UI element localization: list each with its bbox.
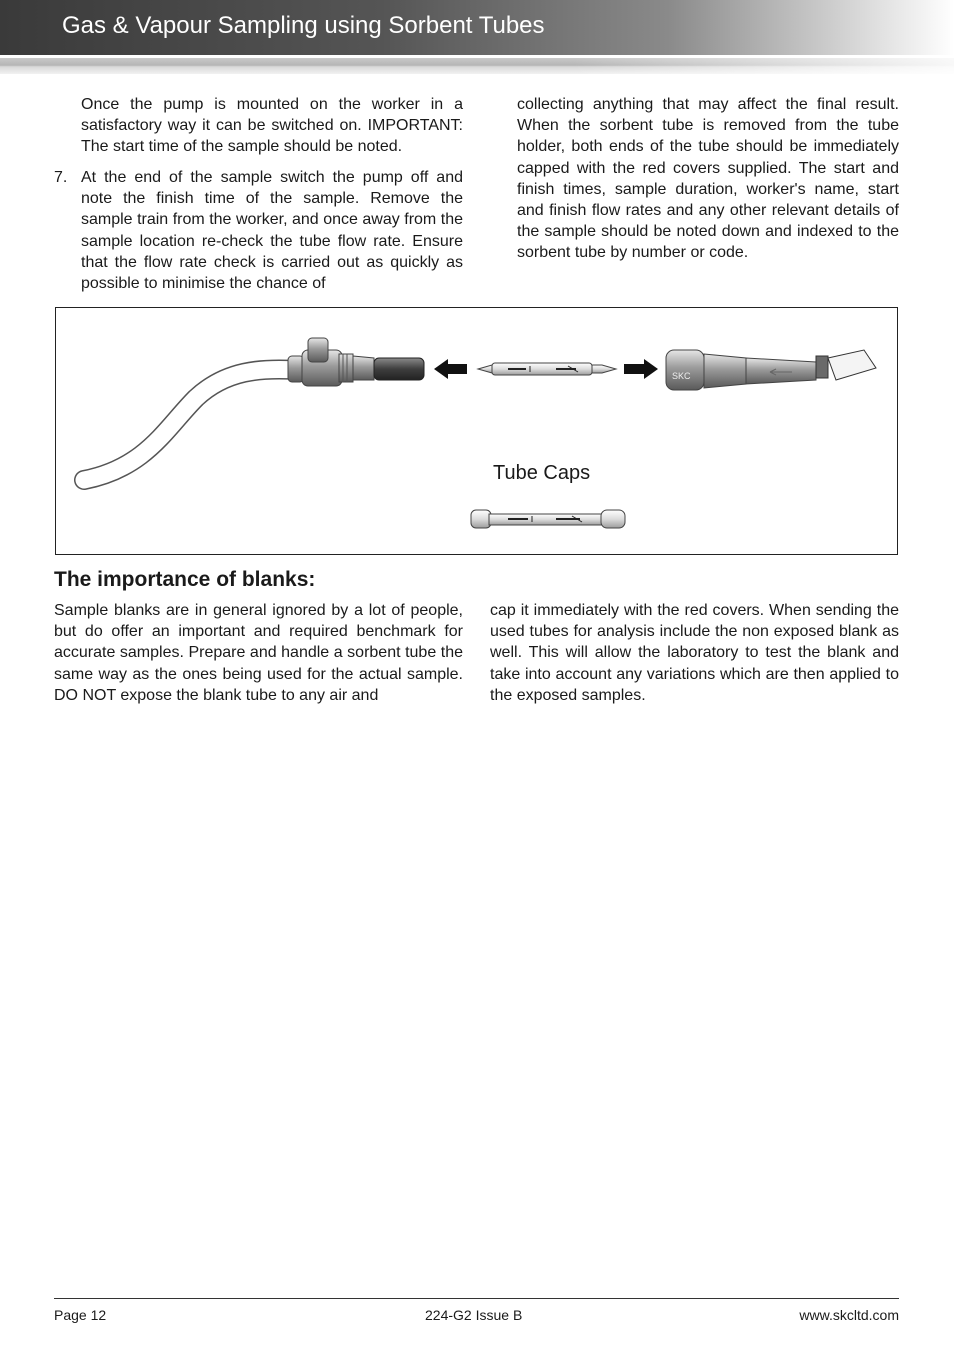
sample-train-figure (55, 307, 898, 555)
header-rule (0, 58, 954, 74)
document-issue: 224-G2 Issue B (425, 1307, 523, 1323)
pump-connector (288, 338, 424, 386)
blanks-heading: The importance of blanks: (54, 568, 316, 591)
footer-rule (54, 1298, 899, 1299)
header-bar (0, 0, 954, 55)
sample-train-illustration (56, 308, 899, 556)
step-7 (54, 167, 463, 294)
tube-caps-caption: Tube Caps (493, 462, 591, 484)
website-link[interactable]: www.skcltd.com (799, 1307, 899, 1323)
blanks-text-left: Sample blanks are in general ignored by a lot of people, but do offer an important and required benchmark for accurate samples. Prepare and handle a sorbent tube the same way as the ones being used for the actual sample. DO NOT expose the blank tube to any air and (54, 602, 463, 704)
sorbent-tube (478, 363, 616, 375)
page-number: Page 12 (54, 1307, 107, 1323)
holder-brand-mark: SKC (672, 371, 691, 381)
step-number: 7. (54, 169, 68, 186)
arrow-right-icon (624, 359, 658, 379)
step-7-text-left: At the end of the sample switch the pump off and note the finish time of the sample. Remove the sample train from the worker, and once away from the sample location re-check the tube flow rate. Ensure that the flow rate check is carried out as quickly as possible to minimise the chance of (81, 169, 463, 293)
blanks-text-right: cap it immediately with the red covers. When sending the used tubes for analysis include the non exposed blank as well. This will allow the laboratory to test the blank and take into account any variations which are then applied to the exposed samples. (490, 602, 899, 704)
step-7-text-right: collecting anything that may affect the final result. When the sorbent tube is removed from the tube holder, both ends of the tube should be immediately capped with the red covers supplied. The start and finish times, sample duration, worker's name, start and finish flow rates and any other relevant details of the sample should be noted down and indexed to the sorbent tube by number or code. (517, 96, 899, 262)
arrow-left-icon (434, 359, 467, 379)
page-title: Gas & Vapour Sampling using Sorbent Tubes (62, 12, 545, 39)
tubing (84, 369, 296, 480)
intro-paragraph: Once the pump is mounted on the worker in a satisfactory way it can be switched on. IMPORTANT: The start time of the sample should be noted. (81, 96, 463, 156)
capped-tube (471, 510, 625, 528)
tube-holder (666, 350, 876, 390)
